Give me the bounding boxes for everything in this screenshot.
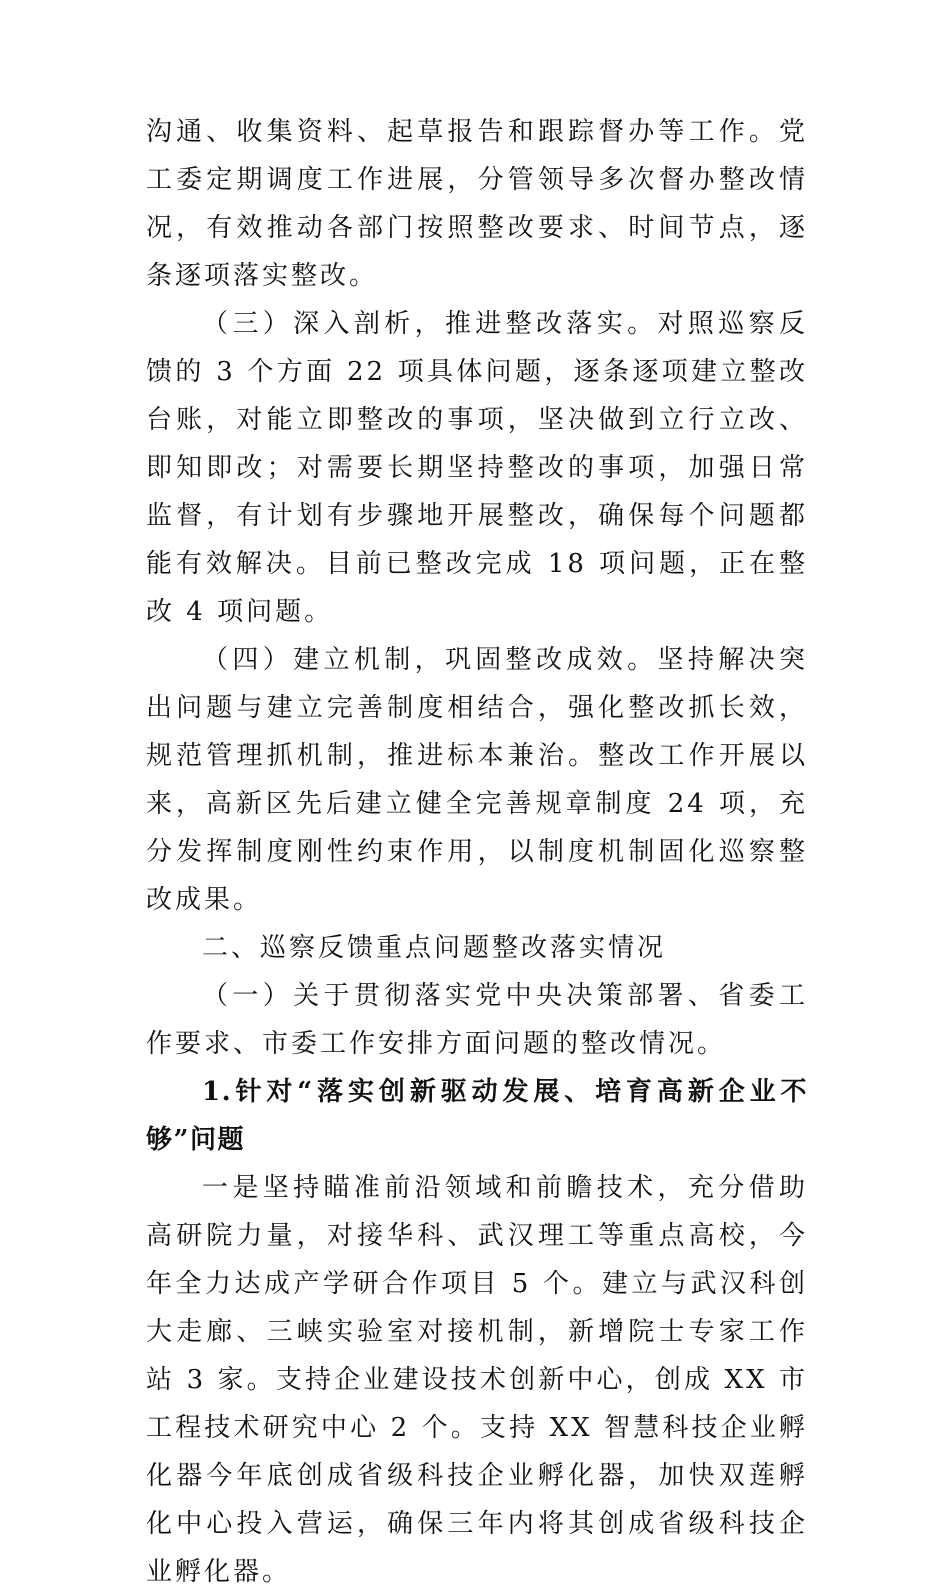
issue-heading-one: 1.针对“落实创新驱动发展、培育高新企业不够”问题 bbox=[146, 1077, 808, 1155]
subsection-heading-one: （一）关于贯彻落实党中央决策部署、省委工作要求、市委工作安排方面问题的整改情况。 bbox=[146, 981, 808, 1059]
section-heading-two: 二、巡察反馈重点问题整改落实情况 bbox=[202, 933, 667, 963]
paragraph-continuation: 沟通、收集资料、起草报告和跟踪督办等工作。党工委定期调度工作进展，分管领导多次督办整改情况，有效推动各部门按照整改要求、时间节点，逐条逐项落实整改。 bbox=[146, 117, 808, 291]
paragraph-section-three: （三）深入剖析，推进整改落实。对照巡察反馈的 3 个方面 22 项具体问题，逐条逐项建立整改台账，对能立即整改的事项，坚决做到立行立改、即知即改；对需要长期坚持整改的事项，加强日常监督，有计划有步骤地开展整改，确保每个问题都能有效解决。目前已整改完成 18 项问题，正在整改 4 项问题。 bbox=[146, 309, 808, 627]
document-body bbox=[146, 108, 808, 1596]
paragraph-measure-one: 一是坚持瞄准前沿领域和前瞻技术，充分借助高研院力量，对接华科、武汉理工等重点高校，今年全力达成产学研合作项目 5 个。建立与武汉科创大走廊、三峡实验室对接机制，新增院士专家工作站 3 家。支持企业建设技术创新中心，创成 XX 市工程技术研究中心 2 个。支持 XX 智慧科技企业孵化器今年底创成省级科技企业孵化器，加快双莲孵化中心投入营运，确保三年内将其创成省级科技企业孵化器。 bbox=[146, 1173, 808, 1587]
paragraph-section-four: （四）建立机制，巩固整改成效。坚持解决突出问题与建立完善制度相结合，强化整改抓长效，规范管理抓机制，推进标本兼治。整改工作开展以来，高新区先后建立健全完善规章制度 24 项，充分发挥制度刚性约束作用，以制度机制固化巡察整改成果。 bbox=[146, 645, 808, 915]
